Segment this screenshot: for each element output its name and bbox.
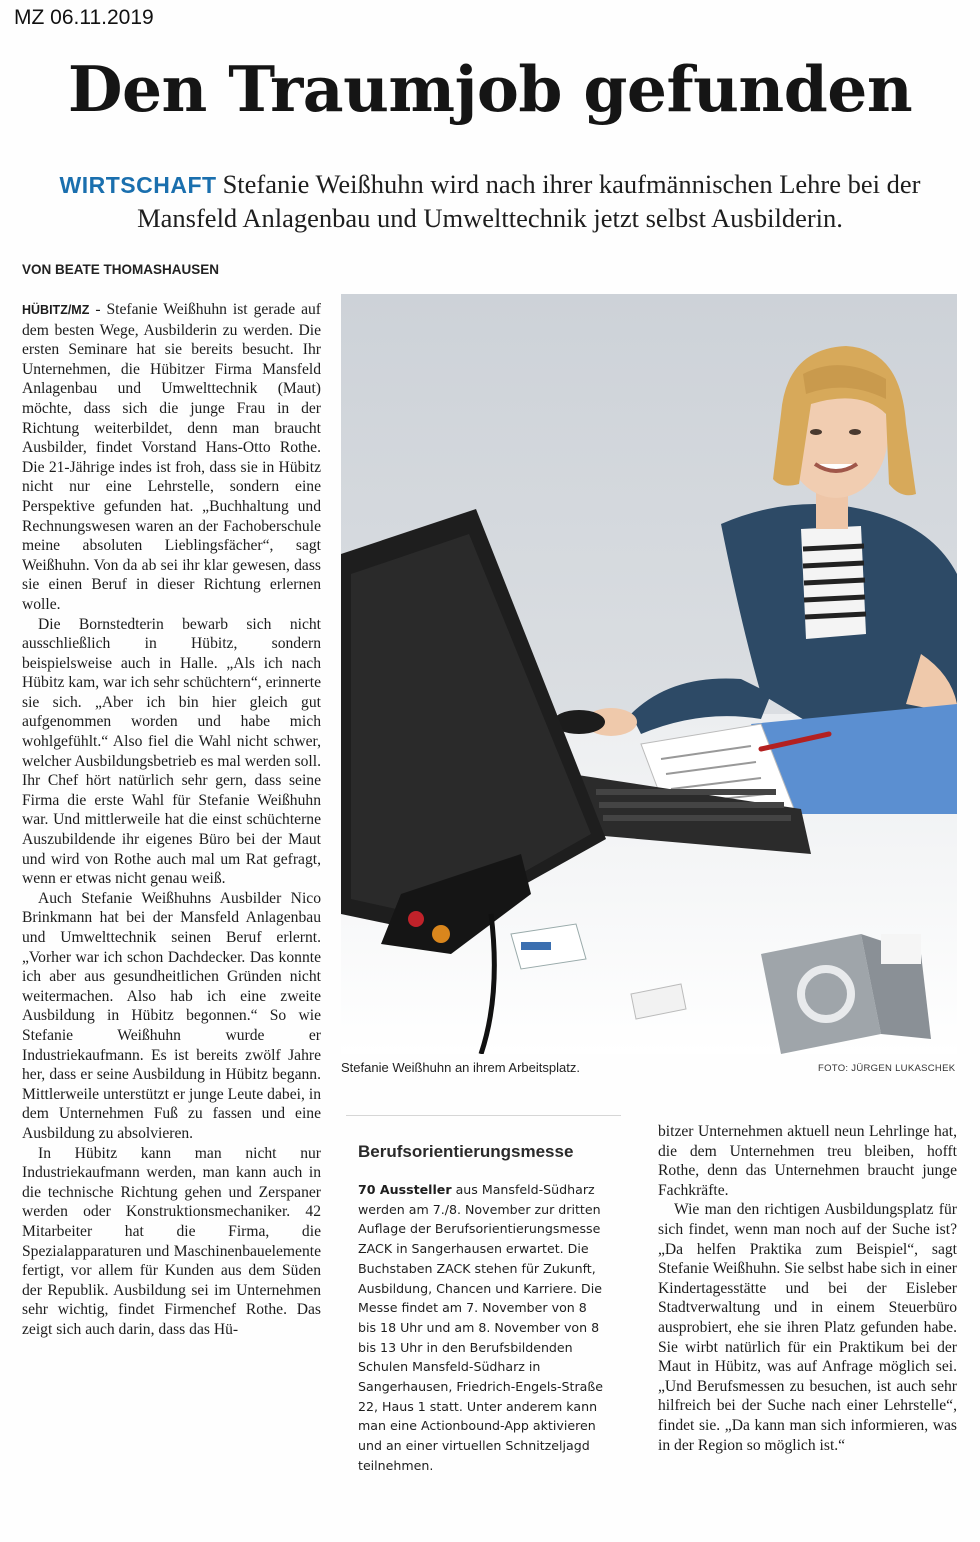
infobox-lead: 70 Aussteller bbox=[358, 1182, 452, 1197]
infobox-text bbox=[358, 1180, 608, 1476]
infobox-body: aus Mansfeld-Südharz werden am 7./8. November zur dritten Auflage der Berufsorientierungsmesse ZACK in Sangerhausen erwartet. Die Buchstaben ZACK stehen für Zukunft, Ausbildung, Chancen und Karriere. Die Messe findet am 7. November von 8 bis 18 Uhr und am 8. November von 8 bis 13 Uhr in den Berufsbildenden Schulen Mansfeld-Südharz in Sangerhausen, Friedrich-Engels-Straße 22, Haus 1 statt. Unter anderem kann man eine Actionbound-App aktivieren und an einer virtuellen Schnitzeljagd teilnehmen. bbox=[358, 1182, 604, 1473]
photo-illustration bbox=[341, 294, 957, 1054]
paragraph-2: Die Bornstedterin bewarb sich nicht ausschließlich in Hübitz, sondern beispielsweise auch in Halle. „Als ich nach Hübitz kam, war ich sehr schüchtern“, erinnerte sie sich. „Aber ich bin hier gleich gut aufgenommen worden und habe mich wohlgefühlt.“ Also fiel die Wahl nicht schwer, welcher Ausbildungsbetrieb es mal werden soll. Ihr Chef hört natürlich sehr gern, dass seine Firma die erste Wahl für Stefanie Weißhuhn war. Und mittlerweile hat die einst schüchterne Auszubildende ihr eigenes Büro bei der Maut und wird von Rothe auch mal um Rat gefragt, wenn er etwas nicht genau weiß. bbox=[22, 615, 321, 888]
photo-credit: FOTO: JÜRGEN LUKASCHEK bbox=[818, 1063, 956, 1074]
infobox-divider bbox=[346, 1115, 621, 1116]
paragraph-5: bitzer Unternehmen aktuell neun Lehrlinge hat, die dem Unternehmen treu bleiben, hofft Rothe, denn das Unternehmen braucht junge Fachkräfte. bbox=[658, 1123, 957, 1199]
infobox-title: Berufsorientierungsmesse bbox=[358, 1142, 574, 1161]
deck-text: Stefanie Weißhuhn wird nach ihrer kaufmännischen Lehre bei der Mansfeld Anlagenbau und Umwelttechnik jetzt selbst Ausbilderin. bbox=[137, 169, 921, 233]
headline: Den Traumjob gefunden bbox=[67, 52, 913, 126]
photo-caption: Stefanie Weißhuhn an ihrem Arbeitsplatz. bbox=[341, 1060, 580, 1075]
article-column-right bbox=[658, 1122, 957, 1455]
byline: VON BEATE THOMASHAUSEN bbox=[22, 262, 220, 277]
paragraph-1-text: - Stefanie Weißhuhn ist gerade auf dem besten Wege, Ausbilderin zu werden. Die ersten Seminare hat sie bereits besucht. Ihr Unternehmen, die Hübitzer Firma Mansfeld Anlagenbau und Umwelttechnik (Maut) möchte, dass sich die junge Frau in der Richtung weiterbildet, denn man braucht Ausbilder, findet Vorstand Hans-Otto Rothe. Die 21-Jährige indes ist froh, dass sie in Hübitz nicht nur eine Lehrstelle, sondern eine Perspektive gefunden hat. „Buchhaltung und Rechnungswesen waren an der Fachoberschule meine absoluten Lieblingsfächer“, sagt Weißhuhn. Von da ab sei ihr klar gewesen, dass sie einen Beruf in dieser Richtung erlernen wolle. bbox=[22, 301, 321, 613]
deck bbox=[18, 168, 962, 235]
article-column-left bbox=[22, 300, 321, 1339]
paragraph-1 bbox=[22, 300, 321, 615]
paragraph-4: In Hübitz kann man nicht nur Industriekaufmann werden, man kann auch in die technische Richtung gehen und Zerspaner werden oder Konstruktionsmechaniker. 42 Mitarbeiter hat die Firma, die Spezialapparaturen und Maschinenbauelemente fertigt, vor allem für Kunden aus dem Süden der Republik. Ausbildung sei im Unternehmen sehr wichtig, findet Firmenchef Rothe. Das zeigt sich auch darin, dass das Hü- bbox=[22, 1144, 321, 1338]
paragraph-3: Auch Stefanie Weißhuhns Ausbilder Nico Brinkmann hat bei der Mansfeld Anlagenbau und Umwelttechnik seinen Beruf erlernt. „Vorher war ich schon Dachdecker. Das konnte ich aber aus gesundheitlichen Gründen nicht weitermachen. Also hab ich eine zweite Ausbildung in Hübitz begonnen.“ So wie Stefanie Weißhuhn wurde er Industriekaufmann. Es ist bereits zwölf Jahre her, dass er seine Ausbildung in Hübitz begann. Mittlerweile unterstützt er junge Leute dabei, in dem Unternehmen Fuß zu fassen und eine Ausbildung zu absolvieren. bbox=[22, 889, 321, 1142]
article-photo bbox=[341, 294, 957, 1054]
publication-stamp: MZ 06.11.2019 bbox=[14, 6, 154, 29]
dateline: HÜBITZ/MZ bbox=[22, 303, 90, 317]
section-kicker: WIRTSCHAFT bbox=[59, 172, 217, 198]
paragraph-6: Wie man den richtigen Ausbildungsplatz für sich findet, wenn man noch auf der Suche ist? „Da helfen Praktika zum Beispiel“, sagt Stefanie Weißhuhn. Sie selbst habe sich in einer Kindertagesstätte und bei der Eisleber Stadtverwaltung und in einem Steuerbüro ausprobiert, ehe sie ihren Platz gefunden habe. Sie wirbt natürlich für ein Praktikum bei der Maut in Hübitz, was auf Anfrage möglich sei. „Und Berufsmessen zu besuchen, ist auch sehr hilfreich bei der Suche nach einer Lehrstelle“, findet sie. „Da kann man sich informieren, was in der Region so möglich ist.“ bbox=[658, 1201, 957, 1454]
